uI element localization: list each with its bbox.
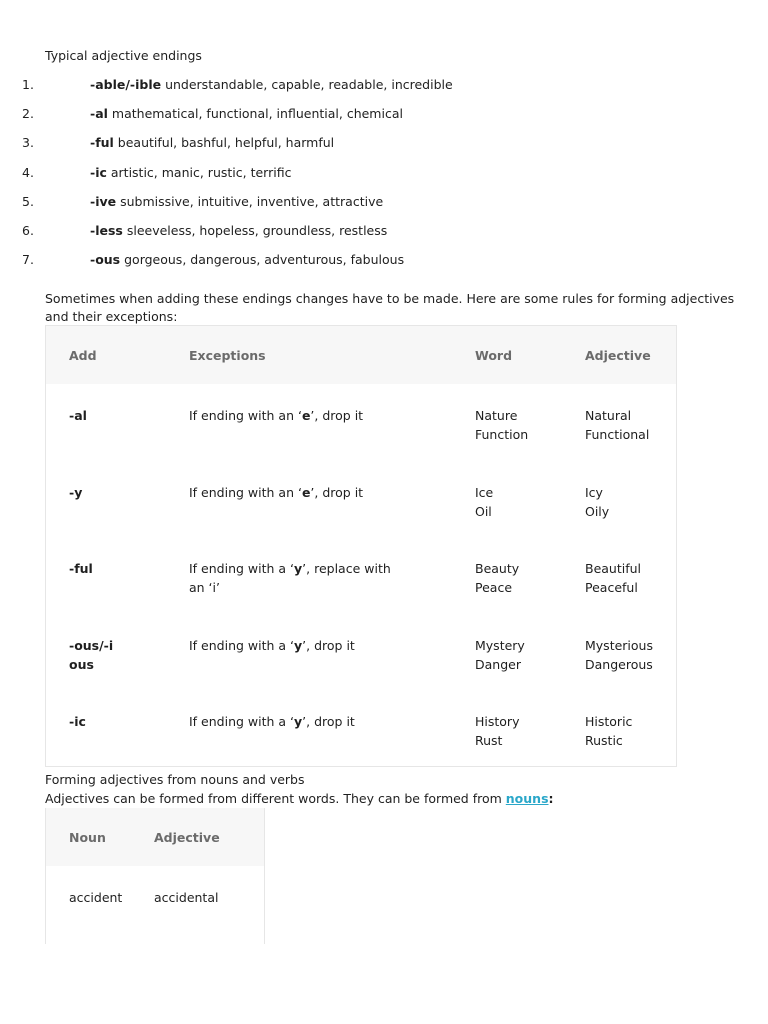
- adjective: Oily: [585, 503, 610, 519]
- suffix: -ic: [90, 164, 107, 180]
- exception-text: If ending with a ‘: [189, 561, 295, 576]
- exception-letter: e: [301, 484, 311, 500]
- exception-text: ’, drop it: [302, 637, 355, 653]
- exception-letter: e: [301, 408, 311, 423]
- adjective: Beautiful: [585, 561, 642, 576]
- exception-cell: [189, 461, 475, 538]
- word: Peace: [475, 580, 513, 595]
- adjective: Icy: [585, 484, 603, 500]
- suffix: -ive: [90, 193, 117, 209]
- word-cell: [475, 690, 585, 767]
- examples: mathematical, functional, influential, chemical: [111, 106, 403, 122]
- adjective: Functional: [585, 427, 650, 442]
- column-header-add: Add: [46, 326, 190, 385]
- adjective-cell: [585, 614, 677, 691]
- examples: submissive, intuitive, inventive, attractive: [120, 193, 384, 209]
- exception-text: If ending with a ‘: [189, 637, 295, 653]
- table-row: [46, 866, 265, 944]
- list-number: 5.: [22, 193, 34, 209]
- word: Beauty: [475, 561, 520, 576]
- word: Danger: [475, 656, 521, 672]
- word-cell: [475, 384, 585, 461]
- table-header-row: [46, 808, 265, 866]
- add-cell: -y: [69, 484, 83, 500]
- adjective-cell: [585, 461, 677, 538]
- exception-letter: y: [294, 561, 303, 576]
- word-cell: [475, 461, 585, 538]
- rules-intro: Sometimes when adding these endings changes have to be made. Here are some rules for forming adjectives and their exceptions:: [45, 291, 735, 324]
- word-cell: [475, 614, 585, 691]
- list-number: 4.: [22, 164, 34, 180]
- word: Nature: [475, 408, 518, 423]
- word: Ice: [475, 484, 494, 500]
- examples: sleeveless, hopeless, groundless, restless: [126, 222, 388, 238]
- adjective-cell: [585, 384, 677, 461]
- adjective-cell: accidental: [154, 890, 219, 905]
- list-number: 7.: [22, 252, 34, 268]
- adjective: Mysterious: [585, 637, 653, 653]
- suffix: -ful: [90, 135, 114, 151]
- word: History: [475, 714, 520, 729]
- noun-table: [45, 808, 265, 944]
- add-cell: -ic: [69, 714, 86, 729]
- exception-cell: [189, 384, 475, 461]
- list-number: 2.: [22, 106, 34, 122]
- examples: artistic, manic, rustic, terrific: [110, 164, 292, 180]
- adjective: Peaceful: [585, 580, 638, 595]
- column-header-word: Word: [475, 326, 585, 385]
- suffix: -able/-ible: [90, 77, 162, 92]
- add-cell: -ous/-ious: [69, 637, 114, 672]
- adjective-cell: [585, 537, 677, 614]
- adjective: Dangerous: [585, 656, 653, 672]
- list-number: 1.: [22, 77, 34, 92]
- exception-text: If ending with an ‘: [189, 484, 302, 500]
- exception-text: If ending with an ‘: [189, 408, 302, 423]
- table-header-row: [46, 326, 677, 385]
- forming-heading: Forming adjectives from nouns and verbs: [45, 772, 305, 787]
- exception-letter: y: [294, 637, 303, 653]
- exception-letter: y: [294, 714, 303, 729]
- forming-text-body: Adjectives can be formed from different words. They can be formed from: [45, 791, 506, 806]
- column-header-adjective: Adjective: [585, 326, 677, 385]
- table-row: [46, 537, 677, 614]
- exception-cell: [189, 690, 475, 767]
- adjective-cell: [585, 690, 677, 767]
- exception-text: ’, drop it: [302, 714, 355, 729]
- column-header-adjective: Adjective: [154, 808, 265, 866]
- exception-text: ’, replace with an ‘i’: [189, 561, 391, 595]
- adjective: Rustic: [585, 733, 623, 748]
- add-cell: -al: [69, 408, 87, 423]
- suffix: -ous: [90, 252, 121, 268]
- exception-text: ’, drop it: [310, 484, 364, 500]
- nouns-link[interactable]: nouns: [505, 791, 549, 806]
- noun-cell: accident: [69, 890, 123, 905]
- table-row: [46, 614, 677, 691]
- suffix: -al: [90, 106, 108, 122]
- exception-text: ’, drop it: [310, 408, 364, 423]
- colon: :: [548, 791, 554, 806]
- exception-cell: [189, 537, 475, 614]
- table-row: [46, 384, 677, 461]
- exception-cell: [189, 614, 475, 691]
- exception-text: If ending with a ‘: [189, 714, 295, 729]
- adjective: Historic: [585, 714, 633, 729]
- word: Oil: [475, 503, 492, 519]
- word: Mystery: [475, 637, 525, 653]
- examples: gorgeous, dangerous, adventurous, fabulous: [124, 252, 405, 268]
- add-cell: -ful: [69, 561, 93, 576]
- table-row: [46, 690, 677, 767]
- examples: beautiful, bashful, helpful, harmful: [117, 135, 335, 151]
- suffix: -less: [90, 222, 123, 238]
- examples: understandable, capable, readable, incredible: [165, 77, 453, 92]
- adjective: Natural: [585, 408, 632, 423]
- rules-table: [45, 325, 677, 767]
- word: Function: [475, 427, 529, 442]
- column-header-exceptions: Exceptions: [189, 326, 475, 385]
- list-number: 3.: [22, 135, 34, 151]
- column-header-noun: Noun: [46, 808, 155, 866]
- word-cell: [475, 537, 585, 614]
- word: Rust: [475, 733, 503, 748]
- list-number: 6.: [22, 222, 34, 238]
- forming-text: [45, 790, 735, 808]
- section-heading: Typical adjective endings: [45, 48, 202, 63]
- table-row: [46, 461, 677, 538]
